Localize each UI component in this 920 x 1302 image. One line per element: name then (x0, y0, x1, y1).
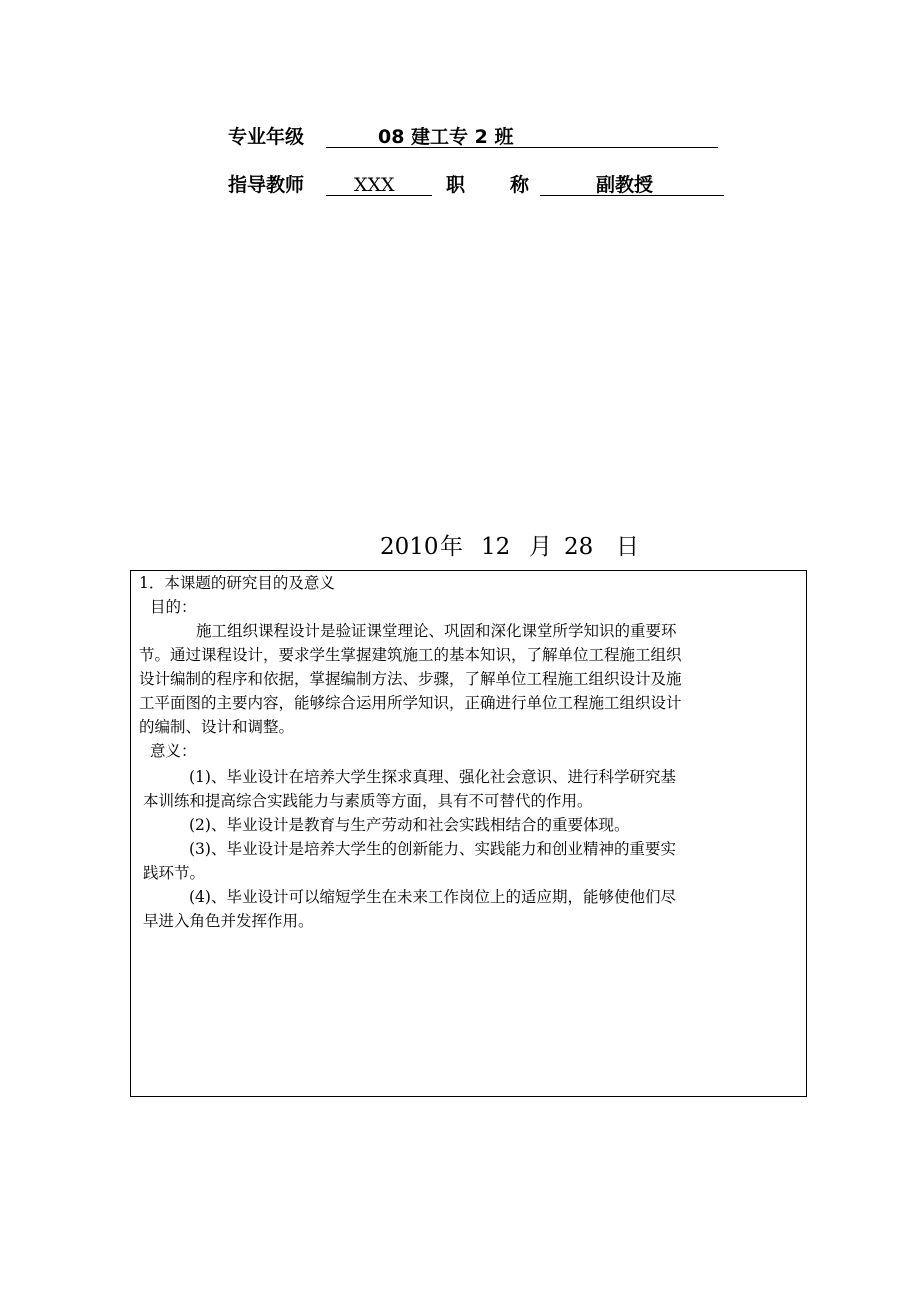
date-day-char: 日 (616, 534, 639, 560)
meaning-line: (1)、毕业设计在培养大学生探求真理、强化社会意识、进行科学研究基 (189, 768, 676, 786)
date-year: 2010 (380, 534, 439, 560)
major-grade-label: 专业年级 (228, 126, 305, 148)
purpose-line: 设计编制的程序和依据，掌握编制方法、步骤，了解单位工程施工组织设计及施 (139, 670, 682, 688)
title-label-char-2: 称 (510, 174, 530, 196)
research-purpose-box (130, 570, 807, 1097)
meaning-line: 本训练和提高综合实践能力与素质等方面，具有不可替代的作用。 (143, 792, 593, 810)
date-month: 12 (481, 534, 511, 560)
meaning-line: (4)、毕业设计可以缩短学生在未来工作岗位上的适应期，能够使他们尽 (189, 888, 676, 906)
date-year-char: 年 (440, 534, 463, 560)
section-heading: 1．本课题的研究目的及意义 (139, 574, 335, 592)
meaning-line: (3)、毕业设计是培养大学生的创新能力、实践能力和创业精神的重要实 (189, 840, 676, 858)
purpose-label: 目的： (150, 598, 197, 616)
meaning-label: 意义： (150, 742, 197, 760)
purpose-line: 的编制、设计和调整。 (139, 718, 295, 736)
major-grade-value: 08 建工专 2 班 (378, 126, 514, 148)
advisor-value: XXX (354, 174, 395, 196)
meaning-line: 践环节。 (143, 864, 206, 882)
date-day: 28 (564, 534, 594, 560)
title-value: 副教授 (596, 174, 654, 196)
title-label-char-1: 职 (446, 174, 466, 196)
meaning-line: 早进入角色并发挥作用。 (143, 912, 314, 930)
purpose-line: 工平面图的主要内容，能够综合运用所学知识，正确进行单位工程施工组织设计 (139, 694, 682, 712)
purpose-line: 节。通过课程设计，要求学生掌握建筑施工的基本知识，了解单位工程施工组织 (139, 646, 682, 664)
meaning-line: (2)、毕业设计是教育与生产劳动和社会实践相结合的重要体现。 (189, 816, 630, 834)
purpose-line: 施工组织课程设计是验证课堂理论、巩固和深化课堂所学知识的重要环 (196, 622, 677, 640)
date-month-char: 月 (529, 534, 552, 560)
advisor-label: 指导教师 (228, 174, 305, 196)
